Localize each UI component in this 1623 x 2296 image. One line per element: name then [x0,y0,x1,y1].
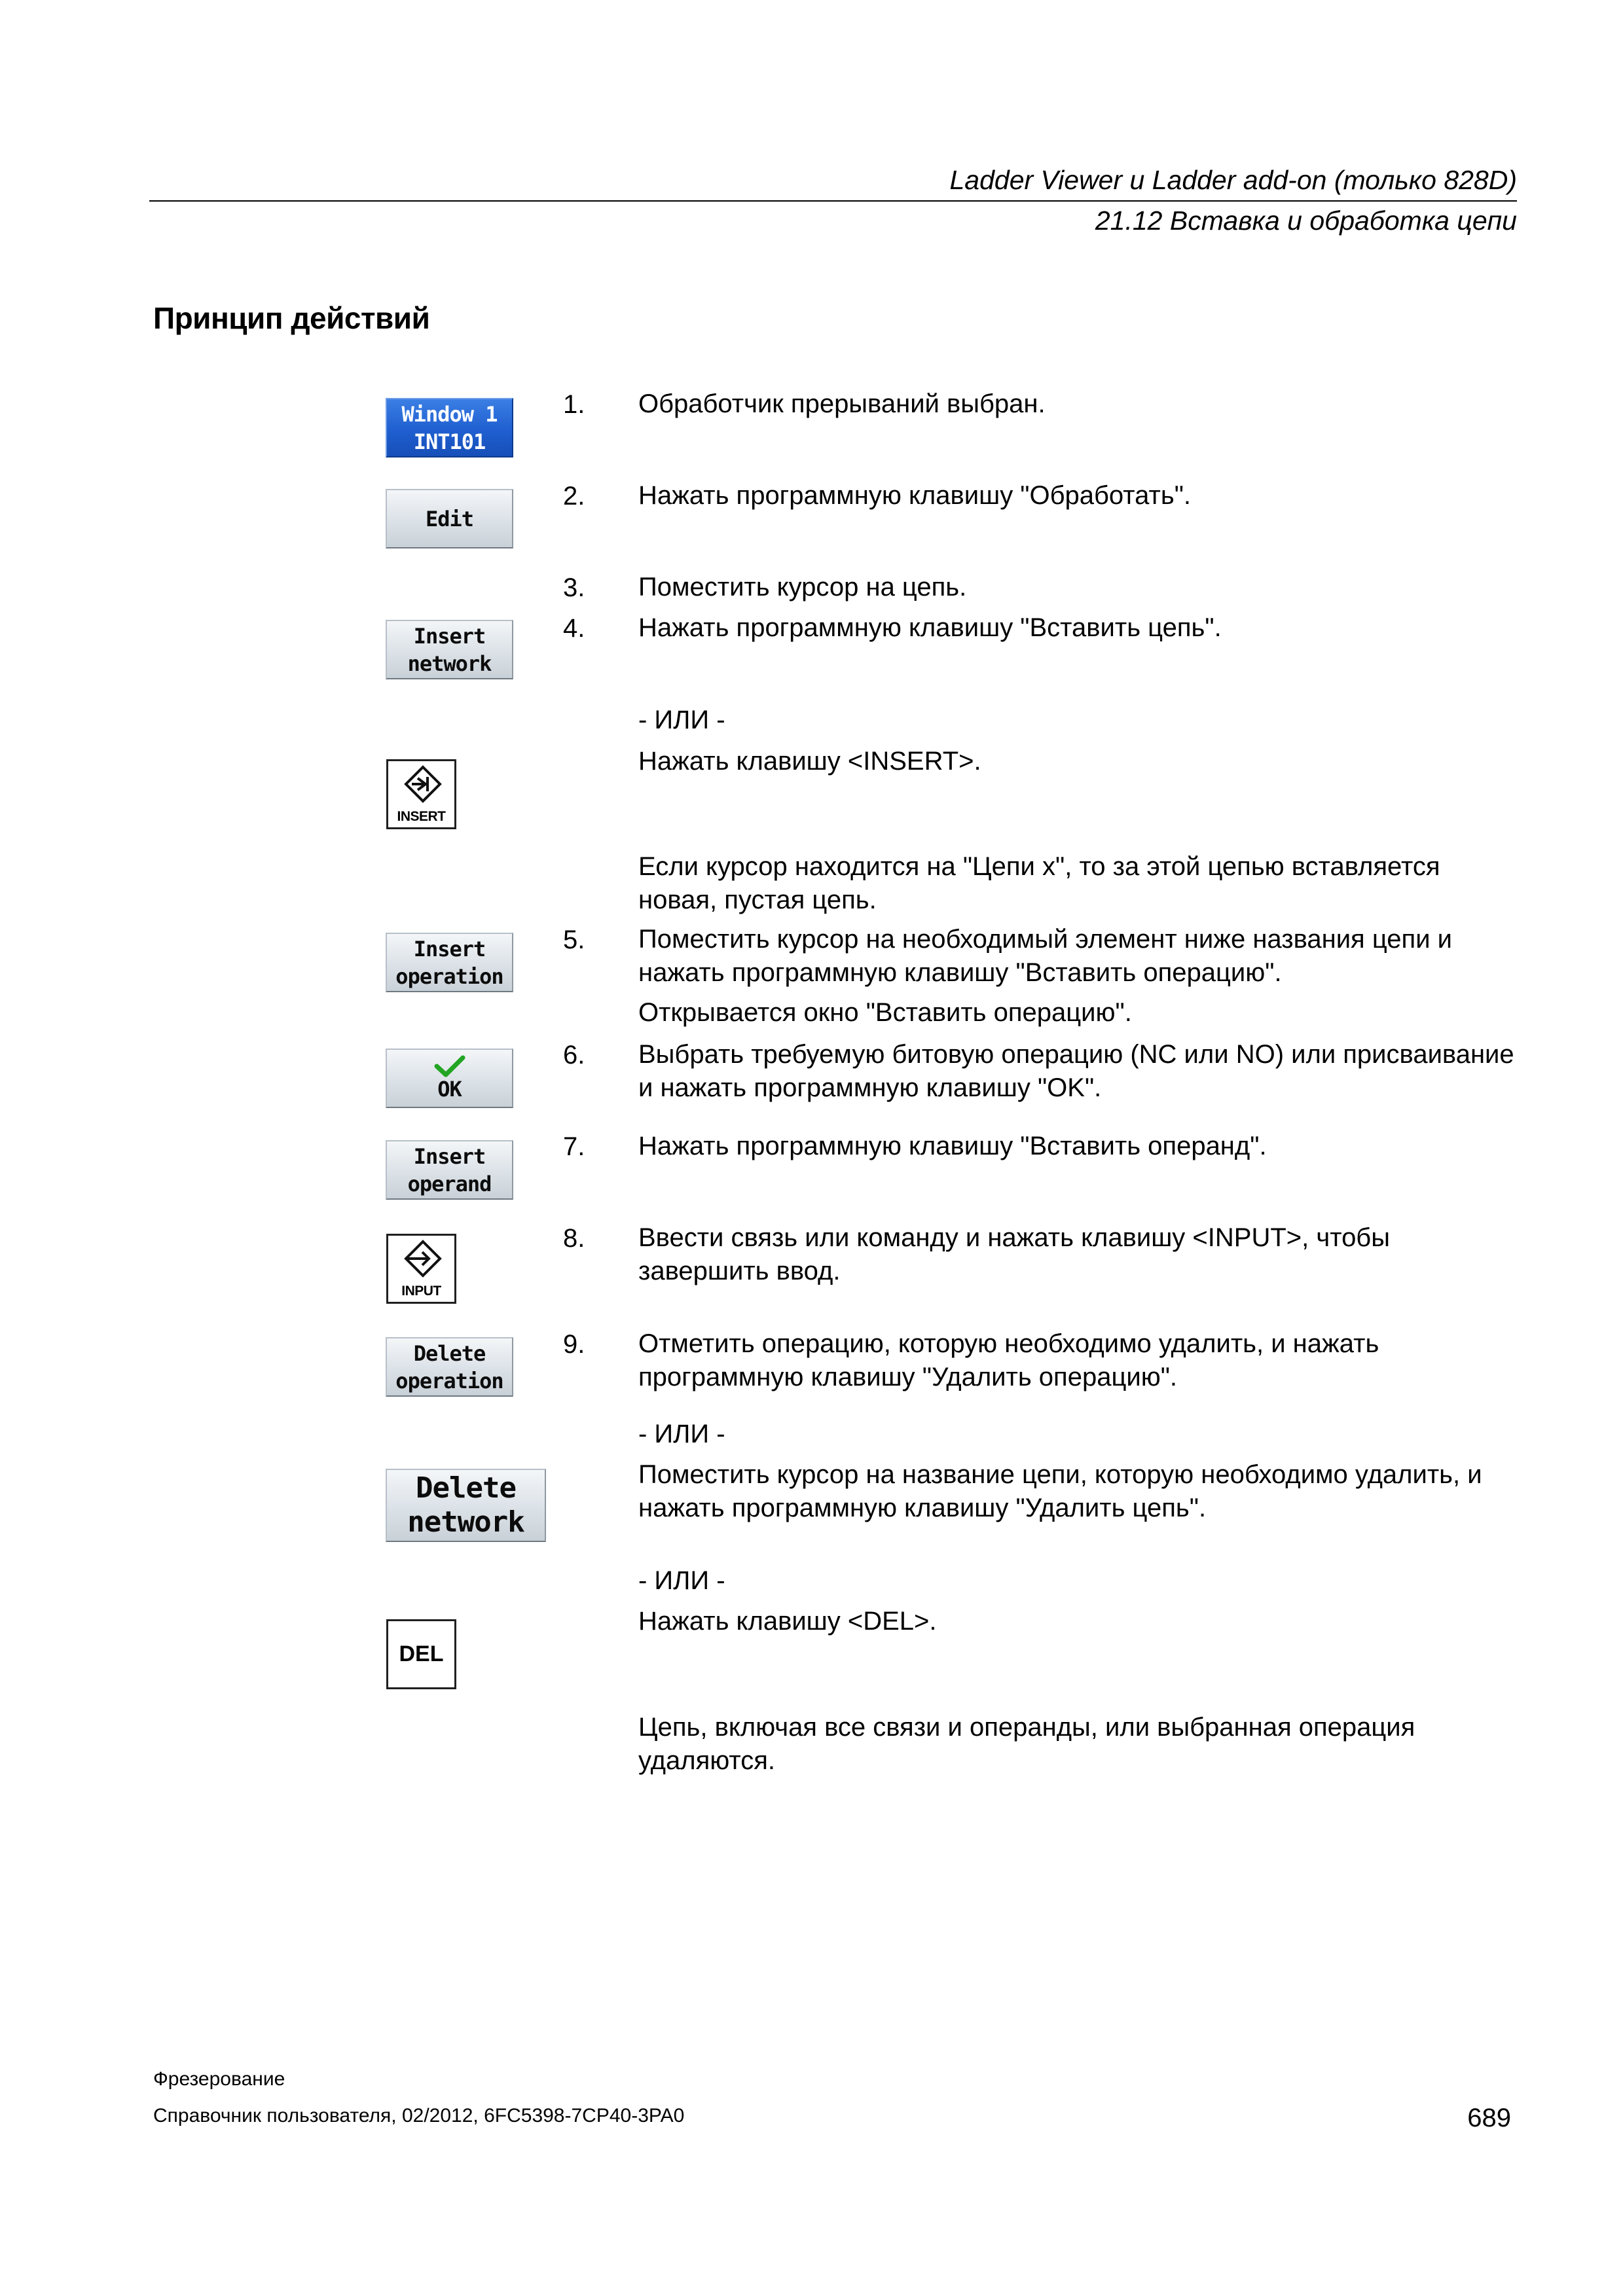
softkey-window1-int101[interactable] [386,398,513,457]
insert-key-label: INSERT [397,809,446,824]
softkey-ok[interactable] [386,1049,513,1108]
note-press-insert: Нажать клавишу <INSERT>. [638,747,981,776]
insert-key[interactable] [386,759,456,829]
softkey-edit[interactable] [386,489,513,548]
or-separator: - ИЛИ - [638,1420,725,1448]
step-text: Обработчик прерываний выбран. [638,389,1046,418]
or-separator: - ИЛИ - [638,706,725,734]
note-press-del: Нажать клавишу <DEL>. [638,1607,937,1636]
softkey-delete-network[interactable] [386,1469,546,1542]
softkey-label-line2: network [407,651,492,676]
step-text: Поместить курсор на цепь. [638,573,967,601]
step-number: 2. [563,482,585,511]
page-number: 689 [1467,2104,1511,2132]
step-number: 5. [563,925,585,954]
note-result-deleted: Цепь, включая все связи и операнды, или выбранная операция удаляются. [638,1713,1415,1775]
footer-manual-info: Справочник пользователя, 02/2012, 6FC5398-7CP40-3PA0 [153,2105,685,2126]
del-key-label: DEL [399,1641,444,1666]
step-text: Поместить курсор на необходимый элемент ниже названия цепи и нажать программную клавишу "Вставить операцию". [638,925,1452,987]
softkey-label-line1: Delete [416,1471,516,1505]
step-number: 4. [563,614,585,643]
note-window-opens: Открывается окно "Вставить операцию". [638,998,1132,1027]
softkey-label-line2: operation [395,1368,503,1393]
softkey-insert-network[interactable] [386,620,513,679]
section-title: Принцип действий [153,301,430,335]
input-key[interactable] [386,1234,456,1304]
step-number: 8. [563,1224,585,1253]
softkey-label-line2: operand [407,1171,492,1196]
softkey-label: Edit [425,506,474,531]
note-cursor-delete-chain: Поместить курсор на название цепи, которую необходимо удалить, и нажать программную клавишу "Удалить цепь". [638,1460,1482,1522]
header-divider [149,200,1517,202]
step-number: 6. [563,1041,585,1069]
step-number: 1. [563,390,585,419]
step-number: 7. [563,1132,585,1161]
note-cursor-on-chain: Если курсор находится на "Цепи x", то за этой цепью вставляется новая, пустая цепь. [638,852,1440,914]
softkey-delete-operation[interactable] [386,1337,513,1397]
or-separator: - ИЛИ - [638,1566,725,1595]
step-number: 9. [563,1330,585,1359]
step-number: 3. [563,573,585,602]
step-text: Нажать программную клавишу "Вставить операнд". [638,1132,1267,1160]
input-key-label: INPUT [401,1283,441,1299]
softkey-label-line2: network [407,1505,524,1539]
softkey-insert-operation[interactable] [386,933,513,992]
softkey-label-line1: Insert [413,936,486,961]
softkey-label-line2: operation [395,963,503,989]
running-header-section: 21.12 Вставка и обработка цепи [1095,206,1517,236]
softkey-label-line1: Insert [413,623,486,649]
softkey-label-line2: INT101 [413,429,486,454]
softkey-label-line1: Delete [413,1340,486,1366]
step-text: Нажать программную клавишу "Обработать". [638,481,1192,510]
step-text: Отметить операцию, которую необходимо удалить, и нажать программную клавишу "Удалить операцию". [638,1329,1379,1391]
step-text: Нажать программную клавишу "Вставить цепь". [638,613,1222,642]
footer-product: Фрезерование [153,2068,285,2090]
softkey-label-line1: Insert [413,1143,486,1169]
insert-key-icon [404,765,442,806]
input-key-icon [404,1240,442,1280]
del-key[interactable] [386,1619,456,1689]
softkey-insert-operand[interactable] [386,1140,513,1200]
step-text: Выбрать требуемую битовую операцию (NC или NO) или присваивание и нажать программную клавишу "OK". [638,1040,1514,1102]
step-text: Ввести связь или команду и нажать клавишу <INPUT>, чтобы завершить ввод. [638,1223,1390,1285]
running-header-chapter: Ladder Viewer и Ladder add-on (только 828D) [949,165,1517,195]
softkey-label: OK [437,1076,462,1102]
checkmark-icon [434,1054,465,1078]
softkey-label-line1: Window 1 [401,401,498,427]
